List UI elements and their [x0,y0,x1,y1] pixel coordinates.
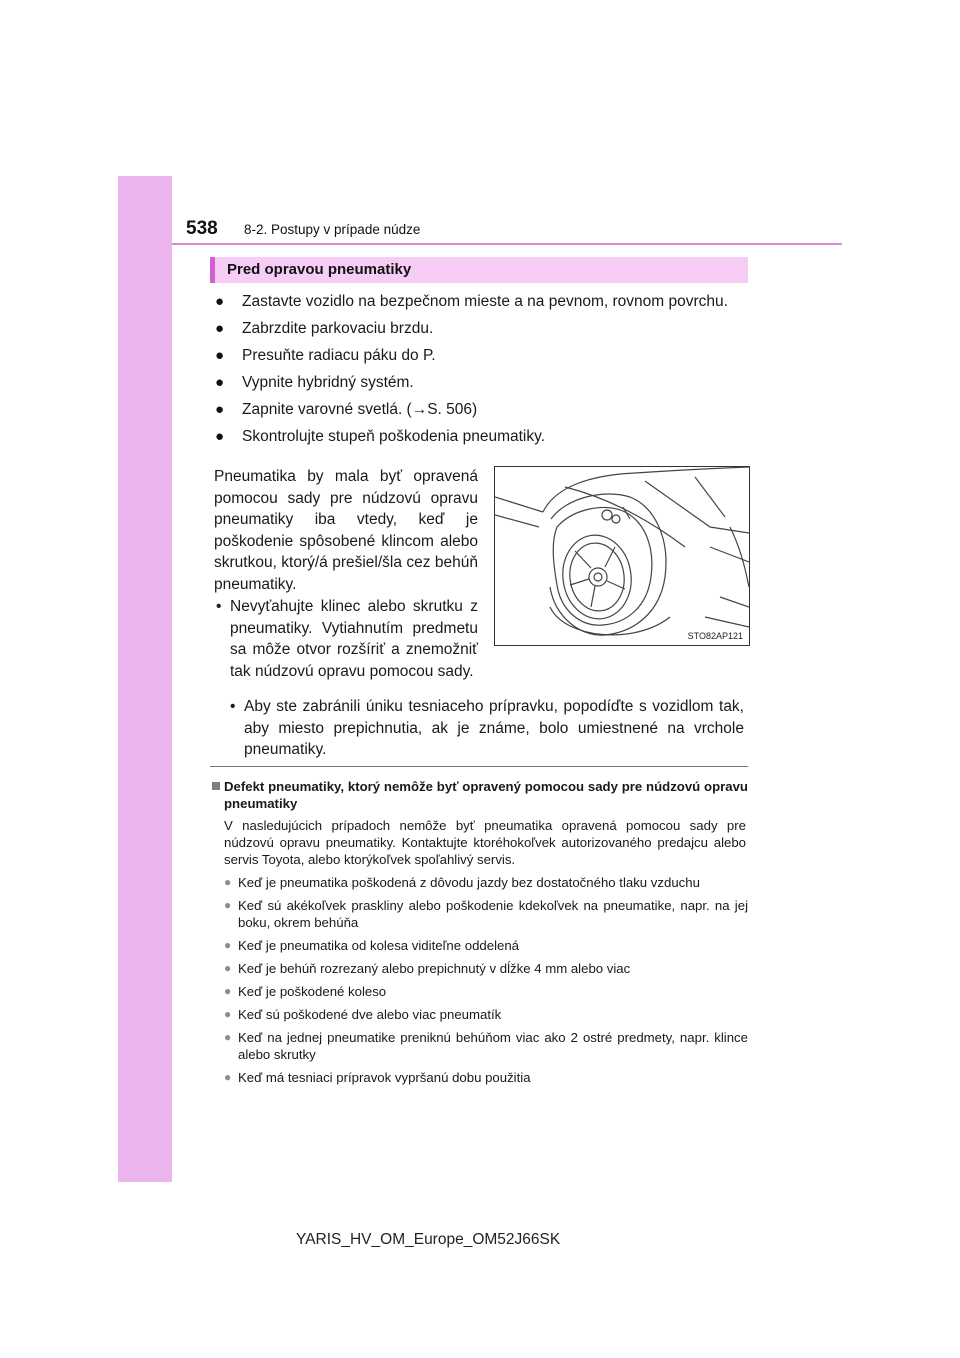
flat-tire-illustration [494,466,750,646]
section-title: 8-2. Postupy v prípade núdze [244,222,421,237]
bullet-dot-icon: ● [215,401,225,418]
bullet-item: ● Vypnite hybridný systém. [214,372,754,394]
list-item: ● Keď je behúň rozrezaný alebo prepichnutý v dĺžke 4 mm alebo viac [224,961,631,976]
illustration-code: STO82AP121 [687,631,743,641]
bullet-item: ● Zabrzdite parkovaciu brzdu. [214,318,754,340]
bullet-list [214,291,754,453]
bullet-dot-icon: ● [224,938,232,952]
list-item: ● Keď sú poškodené dve alebo viac pneumatík [224,1007,502,1022]
section-heading: Pred opravou pneumatiky [227,261,412,278]
sub-item: • Aby ste zabránili úniku tesniaceho prípravku, popodíďte s vozidlom tak, aby miesto prepichnutia, ak je známe, bolo umiestnené na vrchole pneumatiky. [230,698,744,759]
bullet-dot-icon: ● [224,961,232,975]
bullet-dot-icon: ● [215,320,225,337]
list-item: ● Keď má tesniaci prípravok vypršanú dobu použitia [224,1070,531,1085]
bullet-dot-icon: ● [224,1070,232,1084]
bullet-item: ● Presuňte radiacu páku do P. [214,345,754,367]
bullet-dot-icon: ● [224,875,232,889]
note-body: V nasledujúcich prípadoch nemôže byť pneumatika opravená pomocou sady pre núdzovú opravu pneumatiky. Kontaktujte ktoréhokoľvek autorizovaného predajcu alebo servis Toyota, alebo ktorýkoľvek spoľahlivý servis. [224,818,746,867]
list-item: ● Keď je poškodené koleso [224,984,387,999]
list-item: ● Keď je pneumatika poškodená z dôvodu jazdy bez dostatočného tlaku vzduchu [224,875,700,890]
page-number: 538 [186,218,218,239]
list-item: ● Keď sú akékoľvek praskliny alebo poškodenie kdekoľvek na pneumatike, napr. na jej boku, okrem behúňa [224,898,748,930]
bullet-dot-icon: ● [224,898,232,912]
bullet-dot-icon: ● [224,1030,232,1044]
tire-icon [495,467,749,645]
bullet-item: ● Zapnite varovné svetlá. (→S. 506) [214,399,754,421]
bullet-item: ● Zastavte vozidlo na bezpečnom mieste a na pevnom, rovnom povrchu. [214,291,754,313]
footer-doc-code: YARIS_HV_OM_Europe_OM52J66SK [296,1231,561,1248]
sidebar-tab [118,176,172,1182]
bullet-dot-icon: ● [224,1007,232,1021]
note-divider [210,766,748,767]
note-title: Defekt pneumatiky, ktorý nemôže byť opravený pomocou sady pre núdzovú opravu pneumatiky [212,778,748,812]
list-item: ● Keď na jednej pneumatike preniknú behúňom viac ako 2 ostré predmety, napr. klince alebo skrutky [224,1030,748,1062]
square-bullet-icon [212,782,220,790]
section-heading-box [210,257,748,283]
header-divider [172,243,842,245]
bullet-dot-icon: ● [215,347,225,364]
sub-item: • Nevyťahujte klinec alebo skrutku z pneumatiky. Vytiahnutím predmetu sa môže otvor rozšíriť a znemožniť tak núdzovú opravu pomocou sady. [216,598,478,680]
bullet-dot-icon: ● [215,374,225,391]
bullet-dot-icon: ● [215,293,225,310]
bullet-dot-icon: ● [224,984,232,998]
repair-paragraph: Pneumatika by mala byť opravená pomocou sady pre núdzovú opravu pneumatiky iba vtedy, keď je poškodenie spôsobené klincom alebo skrutkou, ktorý/á prešiel/šla cez behúň pneumatiky. [214,468,478,593]
list-item: ● Keď je pneumatika od kolesa viditeľne oddelená [224,938,520,953]
bullet-dot-icon: ● [215,428,225,445]
note-list [224,874,748,1092]
bullet-item: ● Skontrolujte stupeň poškodenia pneumatiky. [214,426,754,448]
